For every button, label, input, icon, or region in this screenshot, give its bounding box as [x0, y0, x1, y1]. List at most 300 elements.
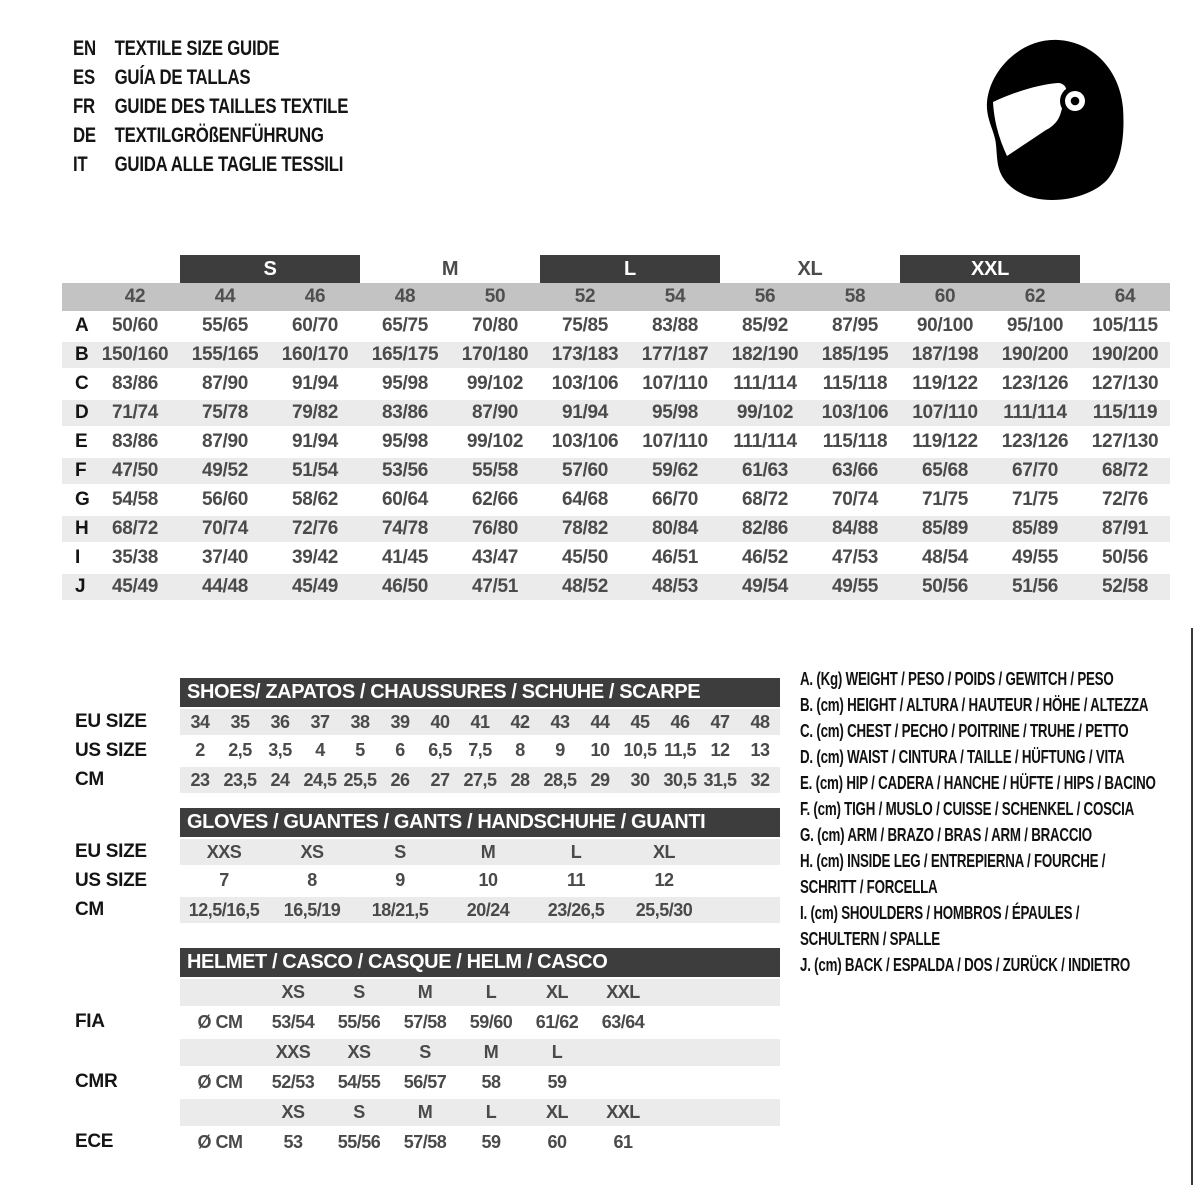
value-cell: 38	[350, 711, 370, 732]
spacer-cell	[180, 1039, 260, 1066]
size-label-cell: S	[353, 1102, 365, 1122]
row-letter: H	[75, 518, 89, 539]
section-row	[62, 895, 780, 924]
standard-label: ECE	[75, 1131, 114, 1152]
value-cell: 11	[566, 870, 586, 890]
value-cell: 150/160	[101, 344, 169, 365]
table-row-H	[62, 514, 1170, 543]
table-row-F	[62, 456, 1170, 485]
legend-entry-wrap: SCHRITT / FORCELLA	[800, 876, 938, 897]
size-label-cell: XL	[545, 1102, 568, 1122]
value-cell: 25,5	[343, 769, 377, 790]
value-cell: 76/80	[471, 518, 519, 539]
value-cell: 44	[590, 711, 610, 732]
value-cell: 99/102	[736, 402, 794, 423]
value-cell: 25,5/30	[635, 899, 693, 920]
value-cell: 59/62	[651, 460, 699, 481]
value-cell: 49/52	[201, 460, 249, 481]
value-cell: 103/106	[551, 430, 619, 452]
size-table-body	[62, 311, 1170, 601]
value-cell: 52/53	[271, 1071, 315, 1092]
value-cell: 47/53	[831, 546, 879, 568]
size-col-44: 44	[214, 286, 236, 307]
table-row-B	[62, 340, 1170, 369]
value-cell: 68/72	[111, 518, 159, 539]
size-label-cell: XS	[281, 1102, 305, 1122]
value-cell: 83/86	[111, 430, 159, 452]
value-cell: 72/76	[291, 518, 339, 539]
value-cell: 107/110	[642, 430, 708, 452]
value-cell: 45/49	[291, 576, 339, 597]
section-row	[62, 736, 780, 765]
value-cell: 52/58	[1101, 576, 1149, 597]
value-cell: 51/54	[291, 460, 339, 481]
value-cell: 51/56	[1011, 576, 1059, 597]
shoes-rows	[62, 707, 780, 794]
value-cell: 68/72	[1101, 460, 1149, 481]
language-code: IT	[73, 153, 88, 176]
language-code: DE	[73, 124, 96, 147]
value-cell: 37	[310, 711, 330, 732]
value-cell: 39	[390, 711, 410, 732]
value-cell: S	[394, 841, 406, 862]
legend-entry-wrap: SCHULTERN / SPALLE	[800, 928, 940, 949]
value-cell: 43	[550, 711, 570, 732]
value-cell: 83/86	[381, 402, 429, 423]
value-cell: 35/38	[111, 546, 159, 568]
corner-cell	[62, 283, 90, 311]
value-cell: 47/50	[111, 460, 159, 481]
size-col-42: 42	[124, 286, 146, 307]
value-cell: 55/58	[471, 460, 519, 481]
row-label: US SIZE	[75, 869, 147, 891]
value-cell: 58	[481, 1071, 501, 1092]
value-cell: 71/75	[921, 488, 969, 510]
value-cell: 11,5	[663, 740, 697, 760]
language-row	[73, 34, 348, 63]
value-cell: 95/98	[651, 402, 699, 423]
value-cell: 173/183	[551, 344, 619, 365]
size-label-cell: XXS	[275, 1042, 311, 1062]
spacer-cell	[62, 948, 180, 977]
value-cell: 9	[395, 870, 405, 890]
value-cell: 70/80	[471, 314, 519, 336]
row-letter: D	[75, 402, 89, 423]
language-code: ES	[73, 66, 95, 89]
helmet-size-header-row	[62, 1097, 780, 1127]
size-label-cell: XS	[281, 982, 305, 1002]
value-cell: 87/90	[471, 402, 519, 423]
size-group-xxl: XXL	[900, 255, 1080, 283]
value-cell: 55/56	[337, 1131, 381, 1152]
value-cell: 160/170	[281, 344, 349, 365]
value-cell: 57/58	[403, 1011, 447, 1032]
value-cell: 107/110	[912, 402, 978, 423]
size-col-56: 56	[754, 286, 776, 307]
value-cell: 53	[283, 1131, 303, 1152]
gloves-section-title: GLOVES / GUANTES / GANTS / HANDSCHUHE / GUANTI	[180, 808, 780, 837]
value-cell: 99/102	[466, 430, 524, 452]
spacer-cell	[62, 678, 180, 707]
diameter-unit-cell: Ø CM	[197, 1071, 243, 1092]
size-col-62: 62	[1024, 286, 1046, 307]
value-cell: 43/47	[471, 546, 519, 568]
value-cell: 90/100	[916, 314, 974, 336]
value-cell: 49/55	[831, 576, 879, 597]
value-cell: 27	[430, 769, 450, 790]
table-row-C	[62, 369, 1170, 398]
language-row	[73, 150, 348, 179]
value-cell: 5	[355, 740, 365, 760]
size-group-s: S	[180, 255, 360, 283]
value-cell: 127/130	[1091, 372, 1159, 394]
helmet-rows	[62, 977, 780, 1157]
helmet-icon	[980, 38, 1130, 206]
size-col-60: 60	[934, 286, 956, 307]
value-cell: 59	[481, 1131, 501, 1152]
value-cell: 10	[590, 740, 610, 760]
row-label: CM	[75, 898, 104, 920]
size-label-cell: S	[353, 982, 365, 1002]
value-cell: 127/130	[1091, 430, 1159, 452]
value-cell: 65/68	[921, 460, 969, 481]
language-row	[73, 63, 348, 92]
value-cell: 50/60	[111, 314, 159, 336]
value-cell: 12	[654, 870, 674, 890]
value-cell: 58/62	[291, 488, 339, 510]
legend-entry: A. (Kg) WEIGHT / PESO / POIDS / GEWITCH / PESO	[800, 668, 1114, 689]
value-cell: 123/126	[1001, 372, 1069, 394]
value-cell: 62/66	[471, 488, 519, 510]
value-cell: 24,5	[303, 769, 337, 790]
value-cell: 26	[390, 769, 410, 790]
row-letter: C	[75, 372, 89, 394]
row-label: EU SIZE	[75, 710, 147, 732]
row-values	[180, 707, 780, 736]
language-row	[73, 121, 348, 150]
value-cell: 45/50	[561, 546, 609, 568]
right-border-line	[1191, 628, 1193, 1185]
row-values	[180, 1097, 780, 1127]
value-cell: 35	[230, 711, 250, 732]
language-title: GUIDE DES TAILLES TEXTILE	[114, 95, 349, 118]
language-title: TEXTILGRÖßENFÜHRUNG	[114, 124, 324, 147]
value-cell: 28	[510, 769, 530, 790]
value-cell: 61/62	[535, 1011, 579, 1032]
value-cell: 70/74	[201, 518, 249, 539]
value-cell: 12	[710, 740, 730, 760]
value-cell: 30,5	[663, 769, 697, 790]
table-row-J	[62, 572, 1170, 601]
value-cell: 29	[590, 769, 610, 790]
row-letter: G	[75, 488, 90, 510]
value-cell: 56/57	[403, 1071, 447, 1092]
value-cell: 4	[315, 740, 325, 760]
legend-entry: C. (cm) CHEST / PECHO / POITRINE / TRUHE / PETTO	[800, 720, 1129, 741]
row-values	[180, 1037, 780, 1067]
value-cell: 53/56	[381, 460, 429, 481]
value-cell: 103/106	[821, 402, 889, 423]
gloves-size-table	[62, 808, 780, 924]
value-cell: 12,5/16,5	[188, 899, 260, 920]
row-values	[180, 765, 780, 794]
value-cell: 16,5/19	[283, 899, 341, 920]
value-cell: 40	[430, 711, 450, 732]
value-cell: 187/198	[911, 344, 979, 365]
value-cell: 55/56	[337, 1011, 381, 1032]
value-cell: 2,5	[228, 740, 252, 760]
value-cell: 190/200	[1001, 344, 1069, 365]
value-cell: 6,5	[428, 740, 452, 760]
helmet-size-table	[62, 948, 780, 1157]
value-cell: 3,5	[268, 740, 292, 760]
helmet-size-header-row	[62, 977, 780, 1007]
value-cell: 42	[510, 711, 530, 732]
legend-entry: B. (cm) HEIGHT / ALTURA / HAUTEUR / HÖHE / ALTEZZA	[800, 694, 1149, 715]
row-label: CM	[75, 768, 104, 790]
language-title: GUÍA DE TALLAS	[114, 66, 251, 89]
value-cell: 27,5	[463, 769, 497, 790]
measurement-legend	[800, 666, 1200, 978]
value-cell: 84/88	[831, 518, 879, 539]
size-group-header	[62, 255, 1170, 283]
value-cell: 60/64	[381, 488, 429, 510]
size-col-52: 52	[574, 286, 596, 307]
helmet-value-row-cmr	[62, 1067, 780, 1097]
value-cell: 119/122	[912, 372, 978, 394]
legend-entry: I. (cm) SHOULDERS / HOMBROS / ÉPAULES /	[800, 902, 1080, 923]
size-col-48: 48	[394, 286, 416, 307]
value-cell: 123/126	[1001, 430, 1069, 452]
value-cell: 18/21,5	[371, 899, 429, 920]
value-cell: 68/72	[741, 488, 789, 510]
value-cell: 6	[395, 740, 405, 760]
language-title-list	[73, 34, 348, 179]
value-cell: 91/94	[561, 402, 609, 423]
value-cell: 74/78	[381, 518, 429, 539]
value-cell: 115/118	[822, 430, 888, 452]
value-cell: 46	[670, 711, 690, 732]
size-col-58: 58	[844, 286, 866, 307]
value-cell: 115/119	[1092, 402, 1158, 423]
section-row	[62, 707, 780, 736]
value-cell: 87/95	[831, 314, 879, 336]
diameter-unit-cell: Ø CM	[197, 1011, 243, 1032]
value-cell: 41	[470, 711, 490, 732]
value-cell: 31,5	[703, 769, 737, 790]
value-cell: 63/66	[831, 460, 879, 481]
row-letter: F	[75, 460, 87, 481]
value-cell: 23	[190, 769, 210, 790]
section-row	[62, 765, 780, 794]
size-label-cell: M	[483, 1042, 499, 1062]
value-cell: 64/68	[561, 488, 609, 510]
value-cell: 57/58	[403, 1131, 447, 1152]
value-cell: 67/70	[1011, 460, 1059, 481]
section-row	[62, 866, 780, 895]
helmet-icon-svg	[980, 38, 1130, 206]
value-cell: 91/94	[291, 430, 339, 452]
row-letter: I	[75, 546, 80, 568]
row-values	[180, 736, 780, 765]
value-cell: 65/75	[381, 314, 429, 336]
legend-entry: G. (cm) ARM / BRAZO / BRAS / ARM / BRACCIO	[800, 824, 1092, 845]
row-letter: B	[75, 344, 89, 365]
helmet-value-row-ece	[62, 1127, 780, 1157]
value-cell: 54/55	[337, 1071, 381, 1092]
table-row-E	[62, 427, 1170, 456]
value-cell: 83/88	[651, 314, 699, 336]
value-cell: 8	[515, 740, 525, 760]
value-cell: 34	[190, 711, 210, 732]
value-cell: 41/45	[381, 546, 429, 568]
value-cell: XS	[300, 841, 324, 862]
value-cell: 47/51	[471, 576, 519, 597]
value-cell: 165/175	[371, 344, 439, 365]
language-code: EN	[73, 37, 96, 60]
legend-entry: E. (cm) HIP / CADERA / HANCHE / HÜFTE / HIPS / BACINO	[800, 772, 1156, 793]
value-cell: 115/118	[822, 372, 888, 394]
value-cell: 95/98	[381, 430, 429, 452]
size-label-cell: L	[485, 982, 497, 1002]
spacer-cell	[62, 1097, 180, 1127]
value-cell: 53/54	[271, 1011, 315, 1032]
shoes-section-title: SHOES/ ZAPATOS / CHAUSSURES / SCHUHE / SCARPE	[180, 678, 780, 707]
value-cell: 66/70	[651, 488, 699, 510]
language-title: TEXTILE SIZE GUIDE	[114, 37, 280, 60]
value-cell: 99/102	[466, 372, 524, 394]
value-cell: 87/91	[1101, 518, 1149, 539]
value-cell: 111/114	[733, 372, 797, 394]
standard-label: FIA	[75, 1011, 105, 1032]
spacer-cell	[180, 1099, 260, 1126]
row-values	[180, 1067, 780, 1097]
value-cell: 45	[630, 711, 650, 732]
value-cell: 46/50	[381, 576, 429, 597]
value-cell: 63/64	[601, 1011, 645, 1032]
value-cell: 9	[555, 740, 565, 760]
row-values	[180, 837, 780, 866]
value-cell: 105/115	[1092, 314, 1158, 336]
value-cell: L	[570, 841, 582, 862]
row-values	[180, 895, 780, 924]
value-cell: 103/106	[551, 372, 619, 394]
value-cell: 55/65	[201, 314, 249, 336]
helmet-value-row-fia	[62, 1007, 780, 1037]
table-row-A	[62, 311, 1170, 340]
size-group-xl: XL	[797, 257, 823, 280]
value-cell: 182/190	[731, 344, 799, 365]
value-cell: 10	[478, 870, 498, 890]
helmet-section-title: HELMET / CASCO / CASQUE / HELM / CASCO	[180, 948, 780, 977]
size-label-cell: L	[485, 1102, 497, 1122]
size-label-cell: XS	[347, 1042, 371, 1062]
value-cell: 48/53	[651, 576, 699, 597]
value-cell: 7,5	[468, 740, 492, 760]
spacer-cell	[62, 808, 180, 837]
value-cell: 85/89	[921, 518, 969, 539]
size-number-header	[62, 283, 1170, 311]
value-cell: 91/94	[291, 372, 339, 394]
spacer-cell	[62, 977, 180, 1007]
language-title: GUIDA ALLE TAGLIE TESSILI	[114, 153, 344, 176]
size-col-50: 50	[484, 286, 506, 307]
value-cell: 46/52	[741, 546, 789, 568]
value-cell: 54/58	[111, 488, 159, 510]
size-label-cell: S	[419, 1042, 431, 1062]
value-cell: 170/180	[461, 344, 529, 365]
value-cell: M	[480, 841, 496, 862]
value-cell: 85/89	[1011, 518, 1059, 539]
value-cell: 71/74	[111, 402, 159, 423]
size-col-54: 54	[664, 286, 686, 307]
size-group-m: M	[441, 257, 459, 280]
value-cell: 111/114	[1003, 402, 1067, 423]
value-cell: 78/82	[561, 518, 609, 539]
table-row-D	[62, 398, 1170, 427]
value-cell: 50/56	[1101, 546, 1149, 568]
row-label: EU SIZE	[75, 840, 147, 862]
table-row-I	[62, 543, 1170, 572]
value-cell: 49/55	[1011, 546, 1059, 568]
value-cell: 45/49	[111, 576, 159, 597]
legend-entry: J. (cm) BACK / ESPALDA / DOS / ZURÜCK / INDIETRO	[800, 954, 1131, 975]
value-cell: 20/24	[466, 899, 510, 920]
size-label-cell: XXL	[606, 1102, 640, 1122]
value-cell: 95/98	[381, 372, 429, 394]
value-cell: 28,5	[543, 769, 577, 790]
value-cell: 61	[613, 1131, 633, 1152]
value-cell: 190/200	[1091, 344, 1159, 365]
value-cell: 37/40	[201, 546, 249, 568]
value-cell: 10,5	[623, 740, 657, 760]
row-letter: J	[75, 576, 86, 597]
value-cell: 23,5	[223, 769, 257, 790]
value-cell: 155/165	[191, 344, 259, 365]
diameter-unit-cell: Ø CM	[197, 1131, 243, 1152]
value-cell: 83/86	[111, 372, 159, 394]
size-label-cell: M	[417, 982, 433, 1002]
value-cell: 75/85	[561, 314, 609, 336]
value-cell	[590, 1067, 656, 1097]
textile-size-table	[62, 255, 1170, 601]
value-cell: 119/122	[912, 430, 978, 452]
value-cell: 50/56	[921, 576, 969, 597]
value-cell: 111/114	[733, 430, 797, 452]
legend-entry: F. (cm) TIGH / MUSLO / CUISSE / SCHENKEL / COSCIA	[800, 798, 1135, 819]
value-cell: 59	[547, 1071, 567, 1092]
value-cell: 24	[270, 769, 290, 790]
value-cell: 87/90	[201, 430, 249, 452]
gloves-rows	[62, 837, 780, 924]
section-row	[62, 837, 780, 866]
value-cell: 82/86	[741, 518, 789, 539]
row-letter: E	[75, 430, 88, 452]
table-row-G	[62, 485, 1170, 514]
row-letter: A	[75, 314, 89, 336]
row-values	[180, 1007, 780, 1037]
value-cell: 177/187	[641, 344, 709, 365]
value-cell: 75/78	[201, 402, 249, 423]
size-group-l: L	[540, 255, 720, 283]
size-label-cell	[590, 1039, 656, 1066]
value-cell: 57/60	[561, 460, 609, 481]
value-cell: 44/48	[201, 576, 249, 597]
spacer-cell	[62, 1037, 180, 1067]
value-cell: 23/26,5	[547, 899, 605, 920]
value-cell: 107/110	[642, 372, 708, 394]
value-cell: 60	[547, 1131, 567, 1152]
